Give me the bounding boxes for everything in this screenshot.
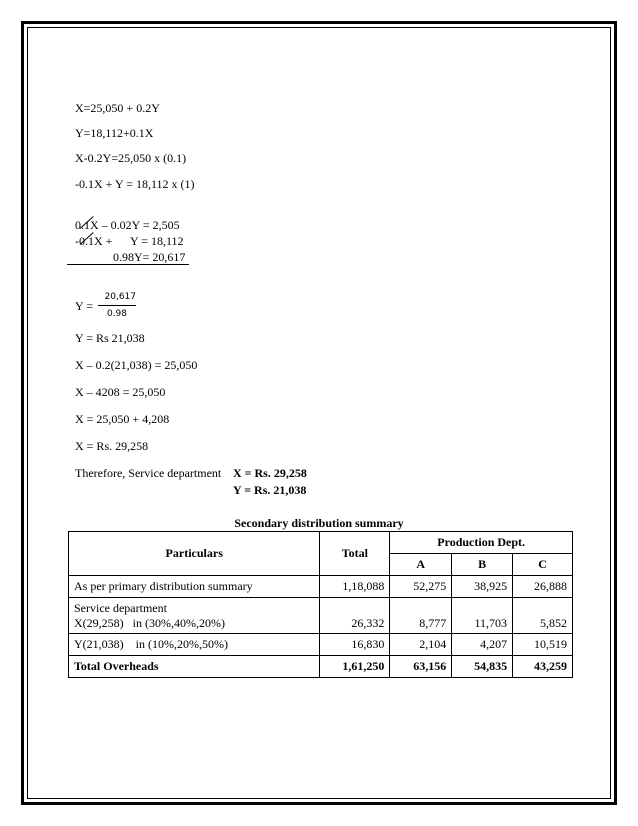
row-c: 10,519: [513, 634, 573, 656]
row-a: 2,104: [390, 634, 452, 656]
row-label: As per primary distribution summary: [69, 576, 320, 598]
row-label: Y(21,038) in (10%,20%,50%): [69, 634, 320, 656]
row-label: [69, 598, 320, 634]
row-b: 38,925: [452, 576, 513, 598]
table-caption: Secondary distribution summary: [234, 516, 404, 530]
row-a: 52,275: [390, 576, 452, 598]
table-total-row: [69, 656, 573, 678]
x-result: X = Rs. 29,258: [233, 466, 307, 480]
subtraction-rule: [67, 264, 189, 265]
equation-line: 0.98Y= 20,617: [113, 250, 186, 264]
y-label: Y =: [75, 299, 93, 313]
row-a: 8,777: [390, 598, 452, 634]
equation-line: X – 4208 = 25,050: [75, 385, 166, 399]
dept-b-header: B: [452, 554, 513, 576]
row-label-line: X(29,258) in (30%,40%,20%): [74, 615, 225, 630]
row-b: 54,835: [452, 656, 513, 678]
equation-line: X=25,050 + 0.2Y: [75, 101, 160, 115]
table-row: [69, 634, 573, 656]
equation-line: -0.1X + Y = 18,112 x (1): [75, 177, 195, 191]
equation-line: X – 0.2(21,038) = 25,050: [75, 358, 198, 372]
fraction-denominator: 0.98: [106, 309, 128, 319]
conclusion-text: Therefore, Service department: [75, 466, 222, 480]
secondary-distribution-table: [68, 531, 573, 678]
row-total: 26,332: [320, 598, 390, 634]
row-label-line: Service department: [74, 600, 167, 615]
total-header: Total: [320, 532, 390, 576]
equation-line: Y = Rs 21,038: [75, 331, 145, 345]
row-total: 1,18,088: [320, 576, 390, 598]
row-c: 26,888: [513, 576, 573, 598]
fraction: [98, 292, 136, 320]
fraction-numerator: 20,617: [98, 292, 136, 306]
equation-line: 0.1X – 0.02Y = 2,505: [75, 218, 180, 232]
dept-c-header: C: [513, 554, 573, 576]
particulars-header: Particulars: [69, 532, 320, 576]
equation-line: -0.1X + Y = 18,112: [75, 234, 184, 248]
production-dept-header: Production Dept.: [390, 532, 573, 554]
row-b: 11,703: [452, 598, 513, 634]
row-total: 16,830: [320, 634, 390, 656]
row-c: 5,852: [513, 598, 573, 634]
equation-line: X-0.2Y=25,050 x (0.1): [75, 151, 187, 165]
row-total: 1,61,250: [320, 656, 390, 678]
table-row: [69, 576, 573, 598]
table-row: [69, 598, 573, 634]
equation-line: X = 25,050 + 4,208: [75, 412, 170, 426]
row-a: 63,156: [390, 656, 452, 678]
table-header-row: [69, 532, 573, 554]
dept-a-header: A: [390, 554, 452, 576]
row-b: 4,207: [452, 634, 513, 656]
row-label: Total Overheads: [69, 656, 320, 678]
y-result: Y = Rs. 21,038: [233, 483, 307, 497]
equation-line: X = Rs. 29,258: [75, 439, 149, 453]
equation-line: Y=18,112+0.1X: [75, 126, 154, 140]
row-c: 43,259: [513, 656, 573, 678]
